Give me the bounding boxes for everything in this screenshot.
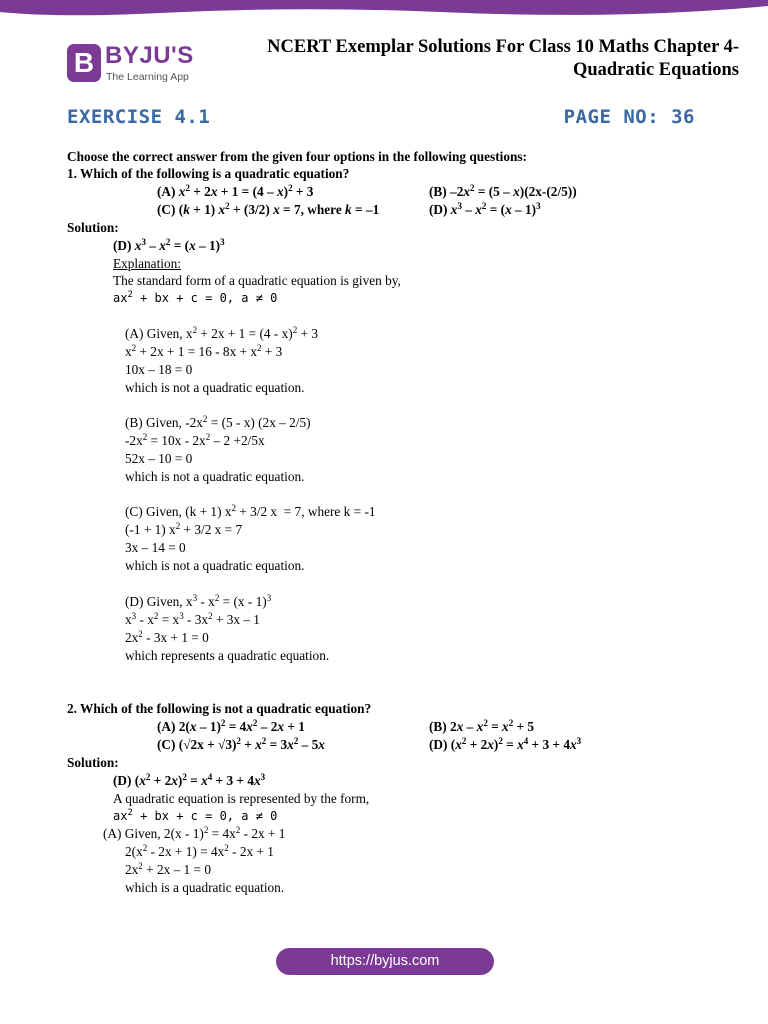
header-wave-bar bbox=[0, 0, 768, 20]
q1-a-step1: $x^2 + 2x + 1 = 16 - 8x + x^2 + 3$ bbox=[125, 343, 283, 359]
q1-a-conclusion: which is not a quadratic equation. bbox=[125, 380, 305, 395]
q2-answer: (D) $(x^2 + 2x)^2 = x^4 + 3 + 4x^3$ bbox=[113, 772, 266, 788]
q1-option-a: (A) $x^2 + 2x + 1 = (4 - x)^2 + 3$ bbox=[157, 183, 314, 199]
logo-badge-icon: B bbox=[67, 44, 101, 82]
q1-option-b: (B) $-2x^2 = (5 - x)(2x-(2/5))$ bbox=[429, 183, 577, 199]
q1-option-c: (C) (k + 1) $x^2 + (3/2) x = 7$, where k = –1 bbox=[157, 201, 380, 217]
q1-solution-label: Solution: bbox=[67, 220, 119, 235]
document-title-line2: Quadratic Equations bbox=[572, 60, 739, 80]
q1-b-given: (B) Given, $-2x^2 = (5 - x)$ (2x – 2/5) bbox=[125, 414, 311, 430]
q2-a-given: (A) Given, $2(x - 1)^2 = 4x^2 - 2x + 1$ bbox=[103, 825, 286, 841]
q1-a-given: (A) Given, $x^2 + 2x + 1 = (4 - x)^2 + 3$ bbox=[125, 325, 318, 341]
q1-c-conclusion: which is not a quadratic equation. bbox=[125, 558, 305, 573]
q1-option-d: (D) $x^3 - x^2 = (x - 1)^3$ bbox=[429, 201, 541, 217]
standard-form-text: The standard form of a quadratic equation is given by, bbox=[113, 273, 401, 288]
q2-option-a: (A) $2(x - 1)^2 = 4x^2 - 2x + 1$ bbox=[157, 718, 305, 734]
q1-d-step2: $2x^2 - 3x + 1 = 0$ bbox=[125, 629, 209, 645]
document-title-line1: NCERT Exemplar Solutions For Class 10 Maths Chapter 4- bbox=[267, 37, 739, 57]
instruction-text: Choose the correct answer from the given four options in the following questions: bbox=[67, 149, 527, 164]
logo-name: BYJU'S bbox=[105, 42, 194, 69]
byjus-logo[interactable] bbox=[67, 44, 227, 88]
footer-url-link[interactable]: https://byjus.com bbox=[276, 948, 494, 975]
logo-tagline: The Learning App bbox=[106, 71, 189, 83]
explanation-label: Explanation: bbox=[113, 256, 181, 271]
question-1: 1. Which of the following is a quadratic equation? bbox=[67, 166, 350, 181]
page-number-label: PAGE NO: 36 bbox=[563, 106, 695, 128]
q1-d-step1: $x^3 - x^2 = x^3 - 3x^2 + 3x - 1$ bbox=[125, 611, 260, 627]
q1-c-given: (C) Given, (k + 1) $x^2 + 3/2$ x = 7, where k = -1 bbox=[125, 503, 376, 519]
q2-a-step1: $2(x^2 - 2x + 1) = 4x^2 - 2x + 1$ bbox=[125, 843, 274, 859]
q1-c-step1: (-1 + 1) $x^2 + 3/2$ x = 7 bbox=[125, 521, 243, 537]
q1-answer: (D) $x^3 - x^2 = (x - 1)^3$ bbox=[113, 237, 225, 253]
q1-b-conclusion: which is not a quadratic equation. bbox=[125, 469, 305, 484]
q2-option-b: (B) $2x - x^2 = x^2 + 5$ bbox=[429, 718, 535, 734]
q1-c-step2: 3x – 14 = 0 bbox=[125, 540, 186, 555]
standard-form-equation: $ax^2$ + bx + c = 0, a ≠ 0 bbox=[113, 290, 278, 305]
exercise-label: EXERCISE 4.1 bbox=[67, 106, 211, 128]
q1-d-given: (D) Given, $x^3 - x^2 = (x - 1)^3$ bbox=[125, 593, 272, 609]
q1-d-conclusion: which represents a quadratic equation. bbox=[125, 648, 330, 663]
q2-represented-text: A quadratic equation is represented by the form, bbox=[113, 791, 370, 806]
q1-b-step1: $-2x^2 = 10x - 2x^2 - 2 +2/5x$ bbox=[125, 432, 265, 448]
q1-b-step2: 52x – 10 = 0 bbox=[125, 451, 193, 466]
q2-option-c: (C) $(√2x + √3)^2 + x^2 = 3x^2 - 5x$ bbox=[157, 736, 325, 752]
q2-standard-form-equation: $ax^2$ + bx + c = 0, a ≠ 0 bbox=[113, 808, 278, 823]
q2-a-conclusion: which is a quadratic equation. bbox=[125, 880, 285, 895]
question-2: 2. Which of the following is not a quadratic equation? bbox=[67, 701, 372, 716]
q2-solution-label: Solution: bbox=[67, 755, 119, 770]
q1-a-step2: 10x – 18 = 0 bbox=[125, 362, 193, 377]
q2-a-step2: $2x^2 + 2x - 1 = 0$ bbox=[125, 861, 211, 877]
q2-option-d: (D) $(x^2 + 2x)^2 = x^4 + 3 + 4x^3$ bbox=[429, 736, 582, 752]
document-title bbox=[239, 36, 739, 82]
